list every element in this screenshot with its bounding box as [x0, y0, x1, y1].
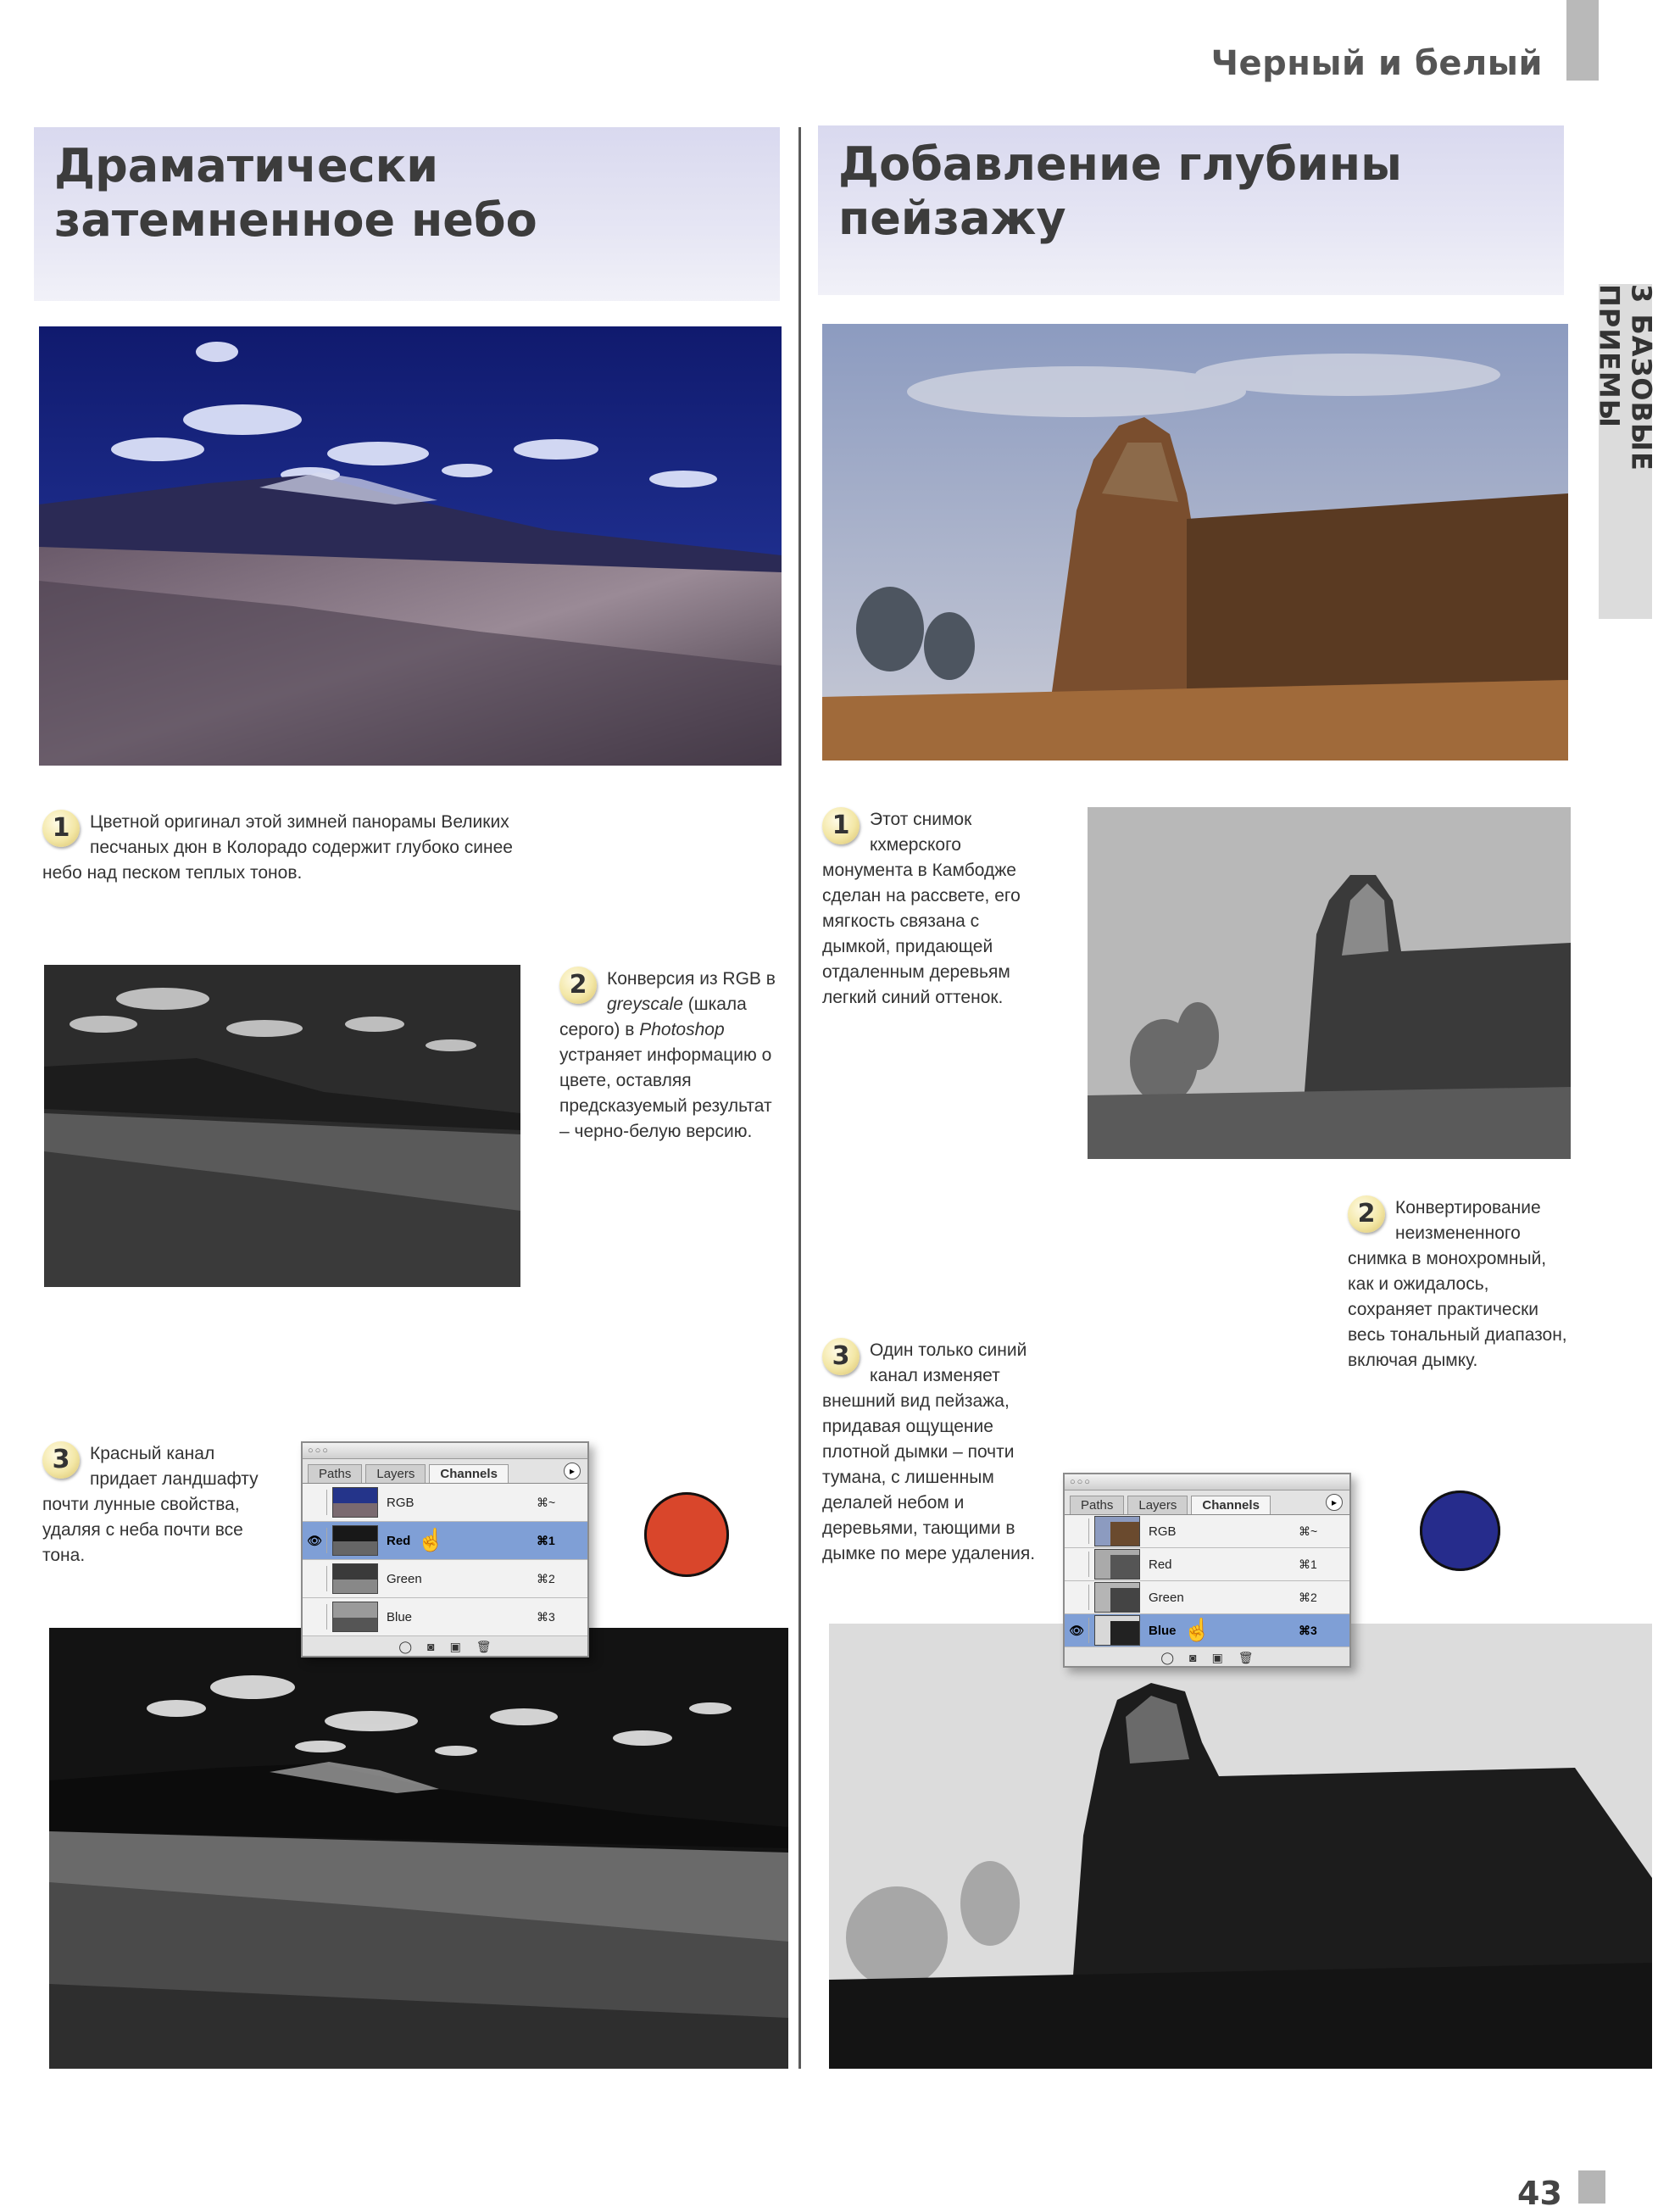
panel-menu-icon[interactable]: ▸ — [1326, 1494, 1343, 1511]
edge-marker-top — [1566, 0, 1599, 81]
step-2-term-greyscale: greyscale — [607, 995, 683, 1014]
channel-row-rgb[interactable] — [1065, 1515, 1349, 1548]
step-number-badge: 1 — [822, 807, 860, 844]
right-title-band — [818, 125, 1564, 295]
tab-paths[interactable]: Paths — [1070, 1496, 1124, 1514]
channel-name: Blue — [1149, 1623, 1177, 1638]
step-number-badge: 2 — [559, 967, 597, 1004]
channel-name: Red — [1149, 1557, 1172, 1572]
step-number-badge: 1 — [42, 810, 80, 847]
save-selection-icon[interactable]: ◙ — [427, 1640, 435, 1653]
channel-thumbnail — [1094, 1516, 1140, 1546]
tab-paths[interactable]: Paths — [308, 1464, 362, 1483]
hand-cursor-icon: ☝ — [417, 1527, 445, 1552]
channel-row-rgb[interactable] — [303, 1484, 587, 1522]
channel-thumbnail — [332, 1525, 378, 1556]
tab-layers[interactable]: Layers — [365, 1464, 426, 1483]
load-selection-icon[interactable]: ◯ — [1160, 1650, 1175, 1664]
trash-icon[interactable]: 🗑 — [1238, 1650, 1254, 1664]
page-number: 43 — [1517, 2175, 1562, 2212]
channel-thumbnail — [1094, 1582, 1140, 1613]
right-step-1 — [822, 807, 1051, 1011]
channel-shortcut: ⌘~ — [537, 1495, 556, 1509]
tab-channels[interactable]: Channels — [429, 1464, 509, 1483]
channel-shortcut: ⌘1 — [537, 1533, 555, 1547]
panel-footer — [1065, 1647, 1349, 1668]
chapter-tab-label: 3 БАЗОВЫЕ ПРИЕМЫ — [1593, 284, 1658, 471]
panel-titlebar[interactable] — [303, 1443, 587, 1459]
panel-tabs — [303, 1459, 587, 1484]
right-step-3-text: Один только синий канал изменяет внешний вид пейзажа, придавая ощущение плотной дымки – почти тумана, с лишенным делалей небом и деревьями, тающими в дымке по мере удаления. — [822, 1340, 1036, 1563]
channel-row-blue[interactable] — [1065, 1614, 1349, 1647]
visibility-toggle[interactable] — [303, 1604, 327, 1630]
channel-name: Green — [387, 1571, 422, 1586]
column-divider — [798, 127, 801, 2069]
channel-thumbnail — [332, 1602, 378, 1632]
left-step-3-text: Красный канал придает ландшафту почти лунные свойства, удаляя с неба почти все тона. — [42, 1444, 259, 1565]
channel-row-blue[interactable] — [303, 1598, 587, 1636]
chapter-tab — [1593, 284, 1658, 619]
step-number-badge: 3 — [42, 1441, 80, 1479]
blue-channel-swatch — [1420, 1490, 1500, 1571]
eye-icon[interactable]: 👁 — [1065, 1618, 1089, 1643]
load-selection-icon[interactable]: ◯ — [398, 1639, 413, 1653]
step-2-text-part: устраняет информацию о цвете, оставляя предсказуемый результат – черно-белую версию. — [559, 1045, 772, 1141]
visibility-toggle[interactable] — [303, 1566, 327, 1591]
channel-row-red[interactable] — [1065, 1548, 1349, 1581]
channel-shortcut: ⌘~ — [1299, 1524, 1318, 1538]
channel-row-green[interactable] — [1065, 1581, 1349, 1614]
channel-thumbnail — [1094, 1549, 1140, 1580]
visibility-toggle[interactable] — [1065, 1552, 1089, 1577]
new-channel-icon[interactable]: ▣ — [1211, 1650, 1223, 1664]
edge-marker-bottom — [1578, 2170, 1605, 2204]
dunes-color-photo — [39, 326, 782, 766]
left-step-2 — [559, 967, 780, 1145]
eye-icon[interactable]: 👁 — [303, 1528, 327, 1553]
channel-name: RGB — [1149, 1524, 1177, 1539]
visibility-toggle[interactable] — [303, 1490, 327, 1515]
dunes-greyscale-photo — [44, 965, 520, 1287]
panel-titlebar[interactable] — [1065, 1474, 1349, 1490]
temple-blue-channel-photo — [829, 1624, 1652, 2069]
channel-thumbnail — [332, 1487, 378, 1518]
left-article-title: Драматически затемненное небо — [54, 139, 537, 247]
right-step-2 — [1348, 1195, 1568, 1373]
left-step-1 — [42, 810, 542, 886]
step-2-text-part: (шкала серого) в — [559, 995, 747, 1039]
right-channels-panel — [1063, 1473, 1351, 1668]
channel-name: Green — [1149, 1590, 1184, 1605]
panel-menu-icon[interactable]: ▸ — [564, 1463, 581, 1479]
step-2-text-part: Конверсия из RGB в — [607, 969, 776, 989]
right-step-2-text: Конвертирование неизмененного снимка в монохромный, как и ожидалось, сохраняет практически весь тональный диапазон, включая дымку. — [1348, 1198, 1567, 1370]
channel-thumbnail — [1094, 1615, 1140, 1646]
channel-name: RGB — [387, 1495, 414, 1510]
right-step-3 — [822, 1338, 1051, 1567]
tab-layers[interactable]: Layers — [1127, 1496, 1188, 1514]
channel-shortcut: ⌘2 — [1299, 1590, 1317, 1604]
step-number-badge: 3 — [822, 1338, 860, 1375]
visibility-toggle[interactable] — [1065, 1518, 1089, 1544]
channel-shortcut: ⌘1 — [1299, 1557, 1317, 1571]
red-channel-swatch — [644, 1492, 729, 1577]
channel-shortcut: ⌘2 — [537, 1571, 555, 1585]
tab-channels[interactable]: Channels — [1191, 1496, 1271, 1514]
new-channel-icon[interactable]: ▣ — [449, 1639, 461, 1653]
temple-greyscale-photo — [1088, 807, 1571, 1159]
left-channels-panel — [301, 1441, 589, 1658]
channel-thumbnail — [332, 1563, 378, 1594]
running-head: Черный и белый — [1210, 44, 1543, 83]
window-buttons[interactable]: ○○○ — [1070, 1477, 1092, 1487]
right-article-title: Добавление глубины пейзажу — [838, 137, 1402, 245]
left-step-1-text: Цветной оригинал этой зимней панорамы Великих песчаных дюн в Колорадо содержит глубоко синее небо над песком теплых тонов. — [42, 812, 513, 883]
channel-row-red[interactable] — [303, 1522, 587, 1560]
channel-row-green[interactable] — [303, 1560, 587, 1598]
right-step-1-text: Этот снимок кхмерского монумента в Камбодже сделан на рассвете, его мягкость связана с дымкой, придающей отдаленным деревьям легкий синий оттенок. — [822, 810, 1021, 1007]
trash-icon[interactable]: 🗑 — [476, 1639, 492, 1653]
save-selection-icon[interactable]: ◙ — [1189, 1651, 1197, 1664]
channel-name: Blue — [387, 1609, 413, 1624]
channel-shortcut: ⌘3 — [1299, 1623, 1317, 1637]
temple-color-photo — [822, 324, 1568, 761]
window-buttons[interactable]: ○○○ — [308, 1446, 330, 1456]
step-number-badge: 2 — [1348, 1195, 1385, 1233]
step-2-term-photoshop: Photoshop — [639, 1020, 725, 1039]
panel-tabs — [1065, 1490, 1349, 1515]
visibility-toggle[interactable] — [1065, 1585, 1089, 1610]
dunes-red-channel-photo — [49, 1628, 788, 2069]
hand-cursor-icon: ☝ — [1183, 1617, 1211, 1642]
left-title-band — [34, 127, 780, 301]
left-step-3 — [42, 1441, 271, 1568]
channel-shortcut: ⌘3 — [537, 1609, 555, 1624]
panel-footer — [303, 1636, 587, 1657]
channel-name: Red — [387, 1533, 411, 1548]
